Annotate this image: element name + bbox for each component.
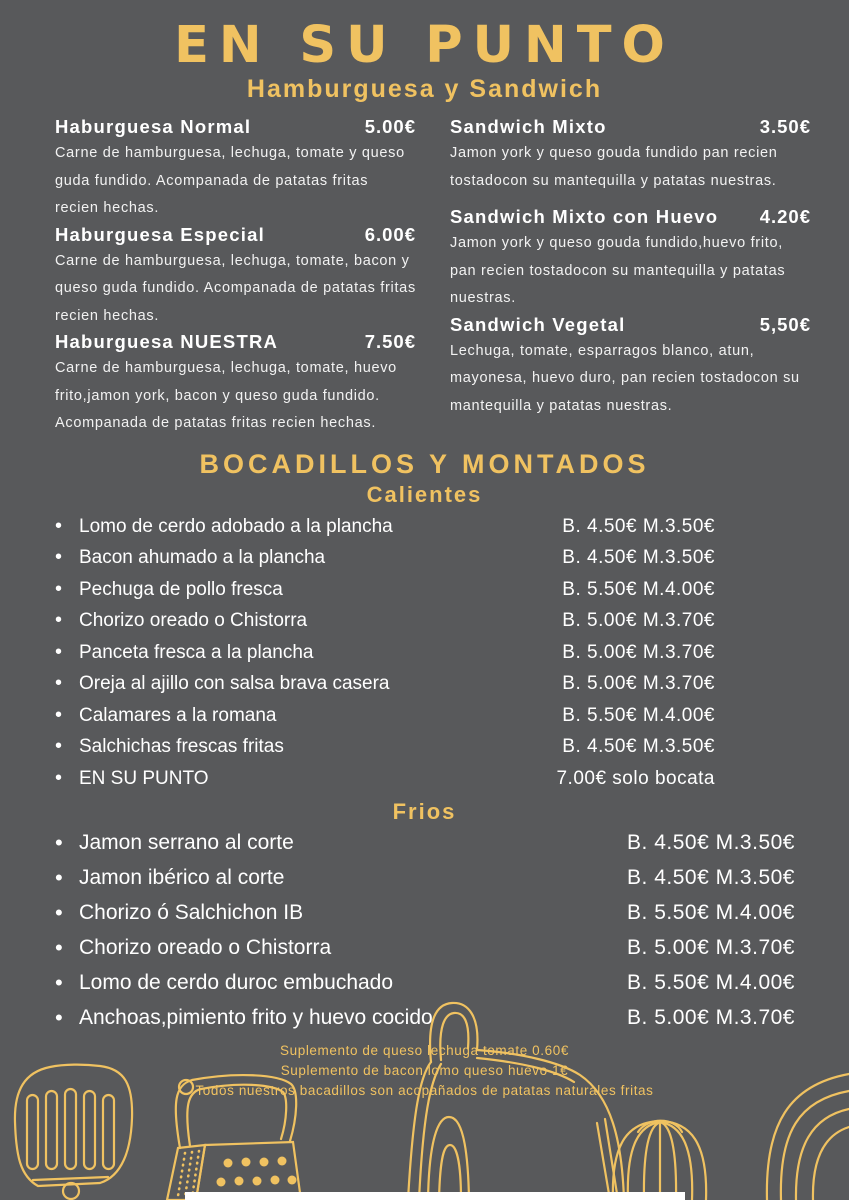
list-item-price: B. 4.50€ M.3.50€ bbox=[627, 831, 795, 855]
item-price: 6.00€ bbox=[364, 223, 416, 245]
list-item bbox=[55, 768, 715, 790]
list-item-price: B. 5.00€ M.3.70€ bbox=[562, 641, 715, 663]
list-item-price: B. 5.50€ M.4.00€ bbox=[627, 901, 795, 925]
list-item-price: B. 4.50€ M.3.50€ bbox=[562, 736, 715, 758]
grater-icon bbox=[167, 1075, 301, 1200]
list-item-label: • Chorizo oreado o Chistorra bbox=[79, 610, 308, 632]
item-name: Sandwich Mixto con Huevo bbox=[450, 206, 719, 227]
footnote-line: Suplemento de bacon lomo queso huevo 1€ bbox=[280, 1062, 569, 1078]
list-item-price: B. 5.50€ M.4.00€ bbox=[562, 578, 715, 600]
item-description: Jamon york y queso gouda fundido,huevo frito, pan recien tostadocon su mantequilla y patatas nuestras. bbox=[450, 235, 786, 307]
list-item-label: • Chorizo oreado o Chistorra bbox=[79, 936, 332, 960]
menu-item bbox=[450, 206, 811, 313]
item-price: 7.50€ bbox=[364, 331, 416, 353]
item-price: 5,50€ bbox=[759, 313, 811, 335]
bowl-icon bbox=[767, 1074, 849, 1200]
item-description: Jamon york y queso gouda fundido pan recien tostadocon su mantequilla y patatas nuestras. bbox=[450, 145, 778, 189]
list-item-label: • Panceta fresca a la plancha bbox=[79, 641, 314, 663]
item-description: Carne de hamburguesa, lechuga, tomate y queso guda fundido. Acompanada de patatas fritas recien hechas. bbox=[55, 145, 405, 217]
footnote-line: Suplemento de queso lechuga tomate 0.60€ bbox=[280, 1043, 569, 1059]
menu-item bbox=[450, 314, 811, 421]
list-item-price: B. 5.00€ M.3.70€ bbox=[562, 610, 715, 632]
item-name: Sandwich Vegetal bbox=[450, 313, 626, 335]
item-price: 3.50€ bbox=[759, 116, 811, 137]
list-item bbox=[55, 516, 715, 538]
list-item-price: B. 4.50€ M.3.50€ bbox=[562, 547, 715, 569]
burgers-column bbox=[55, 116, 416, 439]
list-item-price: 7.00€ solo bocata bbox=[556, 767, 715, 789]
list-item-price: B. 5.50€ M.4.00€ bbox=[562, 704, 715, 726]
list-item-label: • Salchichas frescas fritas bbox=[79, 736, 284, 758]
list-item-price: B. 5.00€ M.3.70€ bbox=[627, 1006, 795, 1030]
item-price: 4.20€ bbox=[759, 206, 811, 227]
list-item-label: • Jamon serrano al corte bbox=[79, 831, 294, 855]
footnote-line: Todos nuestros bacadillos son acopañados de patatas naturales fritas bbox=[195, 1082, 654, 1098]
list-item-label: • Pechuga de pollo fresca bbox=[79, 578, 283, 600]
menu-item bbox=[450, 116, 811, 205]
bocadillos-heading: BOCADILLOS Y MONTADOS bbox=[199, 448, 650, 479]
list-item-price: B. 5.00€ M.3.70€ bbox=[562, 673, 715, 695]
decorative-bar bbox=[185, 1192, 685, 1200]
calientes-label: Calientes bbox=[366, 481, 483, 507]
list-item-label: • Anchoas,pimiento frito y huevo cocido bbox=[79, 1006, 433, 1030]
menu-item bbox=[55, 116, 416, 223]
kettle-icon bbox=[408, 1003, 624, 1200]
page-subtitle: Hamburguesa y Sandwich bbox=[246, 75, 603, 103]
calientes-list bbox=[55, 516, 715, 790]
whisk-icon bbox=[597, 1119, 706, 1200]
item-description: Carne de hamburguesa, lechuga, tomate, bacon y queso guda fundido. Acompanada de patatas fritas recien hechas. bbox=[55, 252, 416, 324]
item-price: 5.00€ bbox=[364, 116, 416, 137]
list-item-label: • EN SU PUNTO bbox=[79, 767, 209, 789]
list-item bbox=[55, 831, 795, 855]
list-item-price: B. 5.50€ M.4.00€ bbox=[627, 971, 795, 995]
menu-item bbox=[55, 224, 416, 331]
item-name: Haburguesa Normal bbox=[55, 116, 252, 137]
list-item-label: • Jamon ibérico al corte bbox=[79, 866, 285, 890]
list-item bbox=[55, 901, 795, 925]
page-title: EN SU PUNTO bbox=[174, 16, 675, 75]
list-item-price: B. 5.00€ M.3.70€ bbox=[627, 936, 795, 960]
item-description: Carne de hamburguesa, lechuga, tomate, huevo frito,jamon york, bacon y queso guda fundido. Acompanada de patatas fritas recien hechas. bbox=[55, 360, 397, 432]
spatula-icon bbox=[15, 1065, 132, 1199]
list-item bbox=[55, 610, 715, 632]
burger-sandwich-section bbox=[0, 104, 849, 439]
list-item bbox=[55, 866, 795, 890]
kitchen-utensils-illustration bbox=[0, 990, 849, 1200]
list-item-price: B. 4.50€ M.3.50€ bbox=[627, 866, 795, 890]
item-name: Sandwich Mixto bbox=[450, 116, 607, 137]
list-item-label: • Calamares a la romana bbox=[79, 704, 277, 726]
list-item-price: B. 4.50€ M.3.50€ bbox=[562, 515, 715, 537]
list-item bbox=[55, 579, 715, 601]
list-item-label: • Bacon ahumado a la plancha bbox=[79, 547, 326, 569]
list-item-label: • Lomo de cerdo duroc embuchado bbox=[79, 971, 394, 995]
list-item-label: • Chorizo ó Salchichon IB bbox=[79, 901, 304, 925]
list-item-label: • Oreja al ajillo con salsa brava casera bbox=[79, 673, 390, 695]
list-item-label: • Lomo de cerdo adobado a la plancha bbox=[79, 515, 393, 537]
list-item bbox=[55, 736, 715, 758]
sandwiches-column bbox=[450, 116, 811, 439]
list-item bbox=[55, 705, 715, 727]
list-item bbox=[55, 547, 715, 569]
list-item bbox=[55, 936, 795, 960]
list-item bbox=[55, 642, 715, 664]
menu-item bbox=[55, 331, 416, 438]
frios-label: Frios bbox=[392, 799, 457, 825]
list-item bbox=[55, 673, 715, 695]
item-description: Lechuga, tomate, esparragos blanco, atun, mayonesa, huevo duro, pan recien tostadocon su mantequilla y patatas nuestras. bbox=[450, 342, 800, 414]
item-name: Haburguesa Especial bbox=[55, 223, 265, 245]
item-name: Haburguesa NUESTRA bbox=[55, 331, 279, 353]
